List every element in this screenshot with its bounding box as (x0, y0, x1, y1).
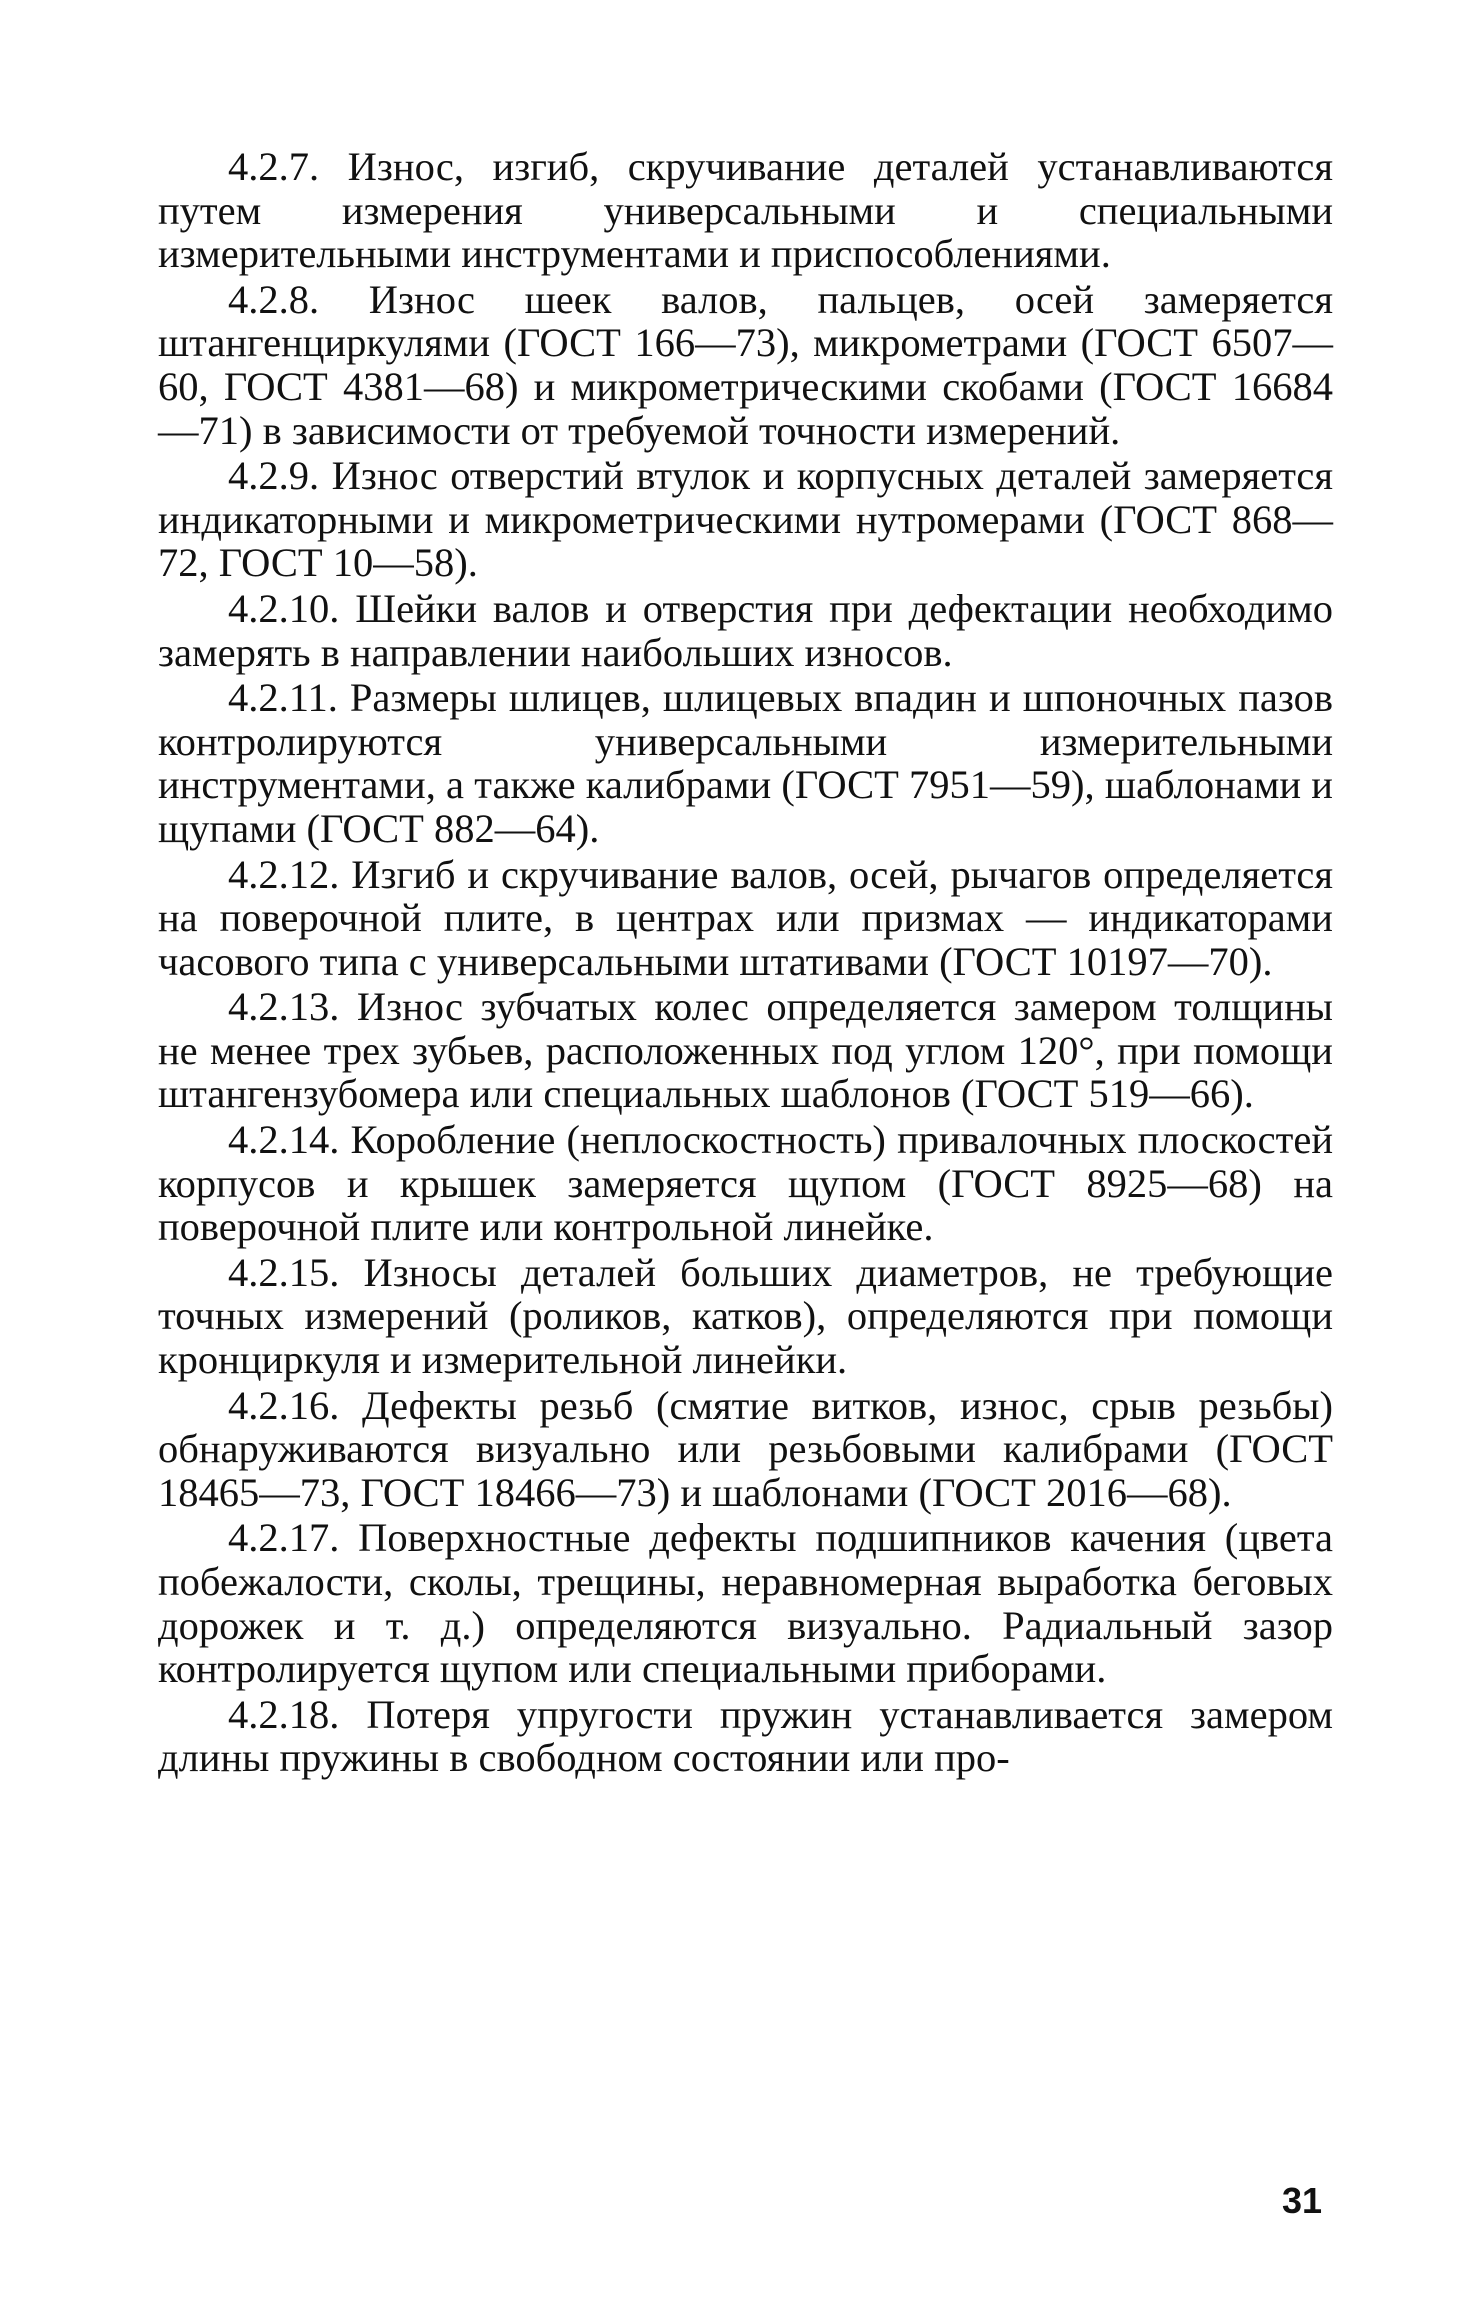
paragraph-4-2-18: 4.2.18. Потеря упругости пружин устанавливается замером длины пружины в свободном состоянии или про- (158, 1691, 1333, 1781)
paragraph-4-2-16: 4.2.16. Дефекты резьб (смятие витков, износ, срыв резьбы) обнаруживаются визуально или резьбовыми калибрами (ГОСТ 18465—73, ГОСТ 18466—73) и шаблонами (ГОСТ 2016—68). (158, 1382, 1333, 1515)
paragraph-4-2-8: 4.2.8. Износ шеек валов, пальцев, осей замеряется штангенциркулями (ГОСТ 166—73), микрометрами (ГОСТ 6507—60, ГОСТ 4381—68) и микрометрическими скобами (ГОСТ 16684—71) в зависимости от требуемой точности измерений. (158, 276, 1333, 453)
paragraph-4-2-10: 4.2.10. Шейки валов и отверстия при дефектации необходимо замерять в направлении наибольших износов. (158, 585, 1333, 675)
paragraph-4-2-15: 4.2.15. Износы деталей больших диаметров, не требующие точных измерений (роликов, катков), определяются при помощи кронциркуля и измерительной линейки. (158, 1249, 1333, 1383)
page-number: 31 (1282, 2180, 1323, 2221)
paragraph-4-2-12: 4.2.12. Изгиб и скручивание валов, осей, рычагов определяется на поверочной плите, в центрах или призмах — индикаторами часового типа с универсальными штативами (ГОСТ 10197—70). (158, 851, 1333, 984)
paragraph-4-2-14: 4.2.14. Коробление (неплоскостность) привалочных плоскостей корпусов и крышек замеряется щупом (ГОСТ 8925—68) на поверочной плите или контрольной линейке. (158, 1117, 1333, 1250)
paragraph-4-2-13: 4.2.13. Износ зубчатых колес определяется замером толщины не менее трех зубьев, расположенных под углом 120°, при помощи штангензубомера или специальных шаблонов (ГОСТ 519—66). (158, 984, 1333, 1117)
paragraph-4-2-11: 4.2.11. Размеры шлицев, шлицевых впадин и шпоночных пазов контролируются универсальными измерительными инструментами, а также калибрами (ГОСТ 7951—59), шаблонами и щупами (ГОСТ 882—64). (158, 675, 1333, 851)
paragraph-4-2-7: 4.2.7. Износ, изгиб, скручивание деталей устанавливаются путем измерения универсальными и специальными измерительными инструментами и приспособлениями. (158, 144, 1333, 277)
paragraph-4-2-17: 4.2.17. Поверхностные дефекты подшипников качения (цвета побежалости, сколы, трещины, неравномерная выработка беговых дорожек и т. д.) определяются визуально. Радиальный зазор контролируется щупом или специальными приборами. (158, 1515, 1333, 1692)
paragraph-4-2-9: 4.2.9. Износ отверстий втулок и корпусных деталей замеряется индикаторными и микрометрическими нутромерами (ГОСТ 868—72, ГОСТ 10—58). (158, 453, 1333, 586)
body-text (158, 145, 1333, 1782)
